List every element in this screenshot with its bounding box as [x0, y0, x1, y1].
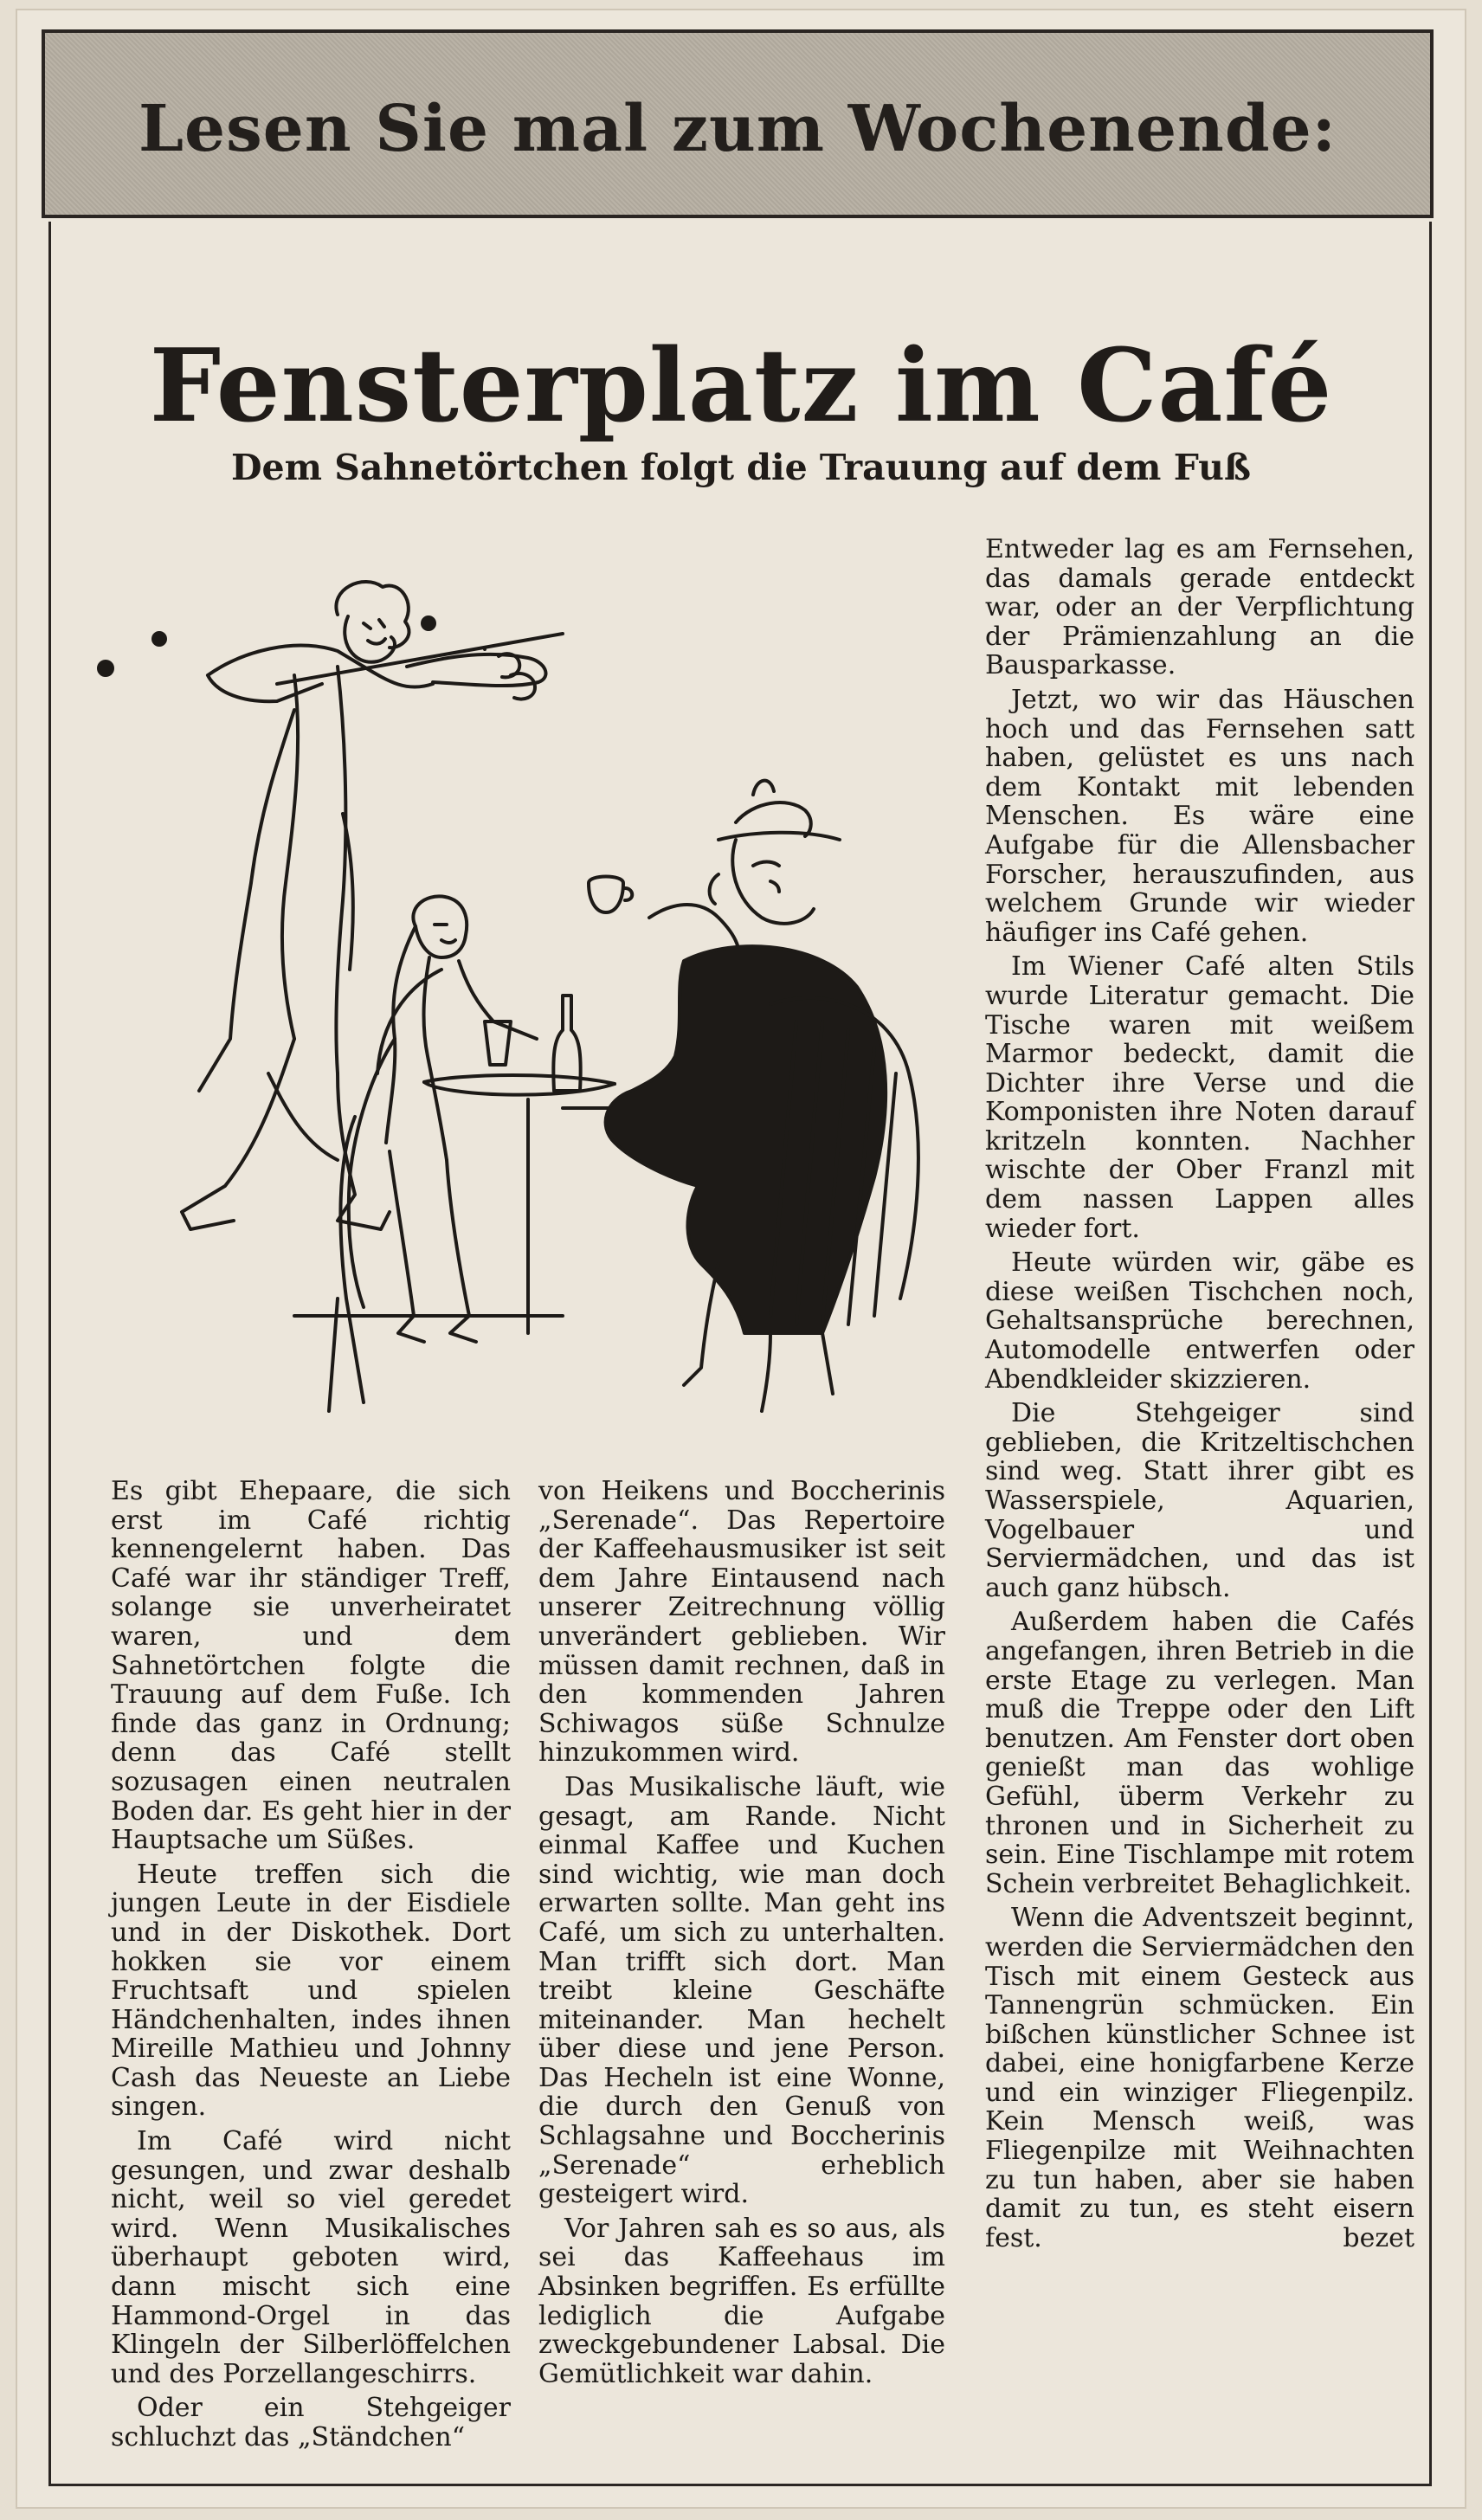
- paragraph: Vor Jahren sah es so aus, als sei das Kaffeehaus im Absinken begriffen. Es erfüllte lediglich die Aufgabe zweckgebundener Labsal. Die Gemütlichkeit war dahin.: [538, 2213, 945, 2389]
- paragraph-with-byline: [985, 1904, 1414, 2253]
- section-banner: [42, 29, 1434, 218]
- banner-title: Lesen Sie mal zum Wochenende:: [138, 92, 1337, 166]
- paragraph: Die Stehgeiger sind geblieben, die Kritzeltischchen sind weg. Statt ihrer gibt es Wasserspiele, Aquarien, Vogelbauer und Serviermädchen, und das ist auch ganz hübsch.: [985, 1398, 1414, 1603]
- article-column-3: [985, 535, 1414, 2258]
- article-column-1: [111, 1477, 511, 2458]
- paragraph: Oder ein Stehgeiger schluchzt das „Ständchen“: [111, 2393, 511, 2452]
- paragraph: von Heikens und Boccherinis „Serenade“. Das Repertoire der Kaffeehausmusiker ist seit dem Jahre Eintausend nach unserer Zeitrechnung völlig unverändert geblieben. Wir müssen damit rechnen, daß in den kommenden Jahren Schiwagos süße Schnulze hinzukommen wird.: [538, 1476, 945, 1769]
- music-dot: [99, 661, 113, 675]
- paragraph: Entweder lag es am Fernsehen, das damals gerade entdeckt war, oder an der Verpflichtung der Prämienzahlung an die Bausparkasse.: [985, 534, 1414, 681]
- paragraph: Jetzt, wo wir das Häuschen hoch und das Fernsehen satt haben, gelüstet es uns nach dem Kontakt mit lebenden Menschen. Es wäre eine Aufgabe für die Allensbacher Forscher, herauszufinden, aus welchem Grunde wir wieder häufiger ins Café gehen.: [985, 684, 1414, 948]
- paragraph: Im Café wird nicht gesungen, und zwar deshalb nicht, weil so viel geredet wird. Wenn Musikalisches überhaupt geboten wird, dann mischt sich eine Hammond-Orgel in das Klingeln der Silberlöffelchen und des Porzellangeschirrs.: [111, 2126, 511, 2389]
- paragraph: Heute würden wir, gäbe es diese weißen Tischchen noch, Gehaltsansprüche berechnen, Automodelle entwerfen oder Abendkleider skizzieren.: [985, 1247, 1414, 1395]
- article-headline: Fensterplatz im Café: [149, 326, 1333, 445]
- article-column-2: [538, 1477, 945, 2394]
- article-subheadline: Dem Sahnetörtchen folgt die Trauung auf dem Fuß: [230, 447, 1252, 488]
- paragraph: Im Wiener Café alten Stils wurde Literatur gemacht. Die Tische waren mit weißem Marmor bedeckt, damit die Dichter ihre Verse und die Komponisten ihre Noten darauf kritzeln konnten. Nachher wischte der Ober Franzl mit dem nassen Lappen alles wieder fort.: [985, 951, 1414, 1244]
- violinist-figure: [182, 582, 563, 1229]
- cafe-illustration: [78, 554, 961, 1428]
- paragraph-text: Wenn die Adventszeit beginnt, werden die Serviermädchen den Tisch mit einem Gesteck aus Tannengrün schmücken. Ein bißchen künstlicher Schnee ist dabei, eine honigfarbene Kerze und ein winziger Fliegenpilz. Kein Mensch weiß, was Fliegenpilze mit Weihnachten zu tun haben, aber sie haben damit zu tun, es steht eisern fest.: [985, 1903, 1414, 2253]
- paragraph: Es gibt Ehepaare, die sich erst im Café richtig kennengelernt haben. Das Café war ihr ständiger Treff, solange sie unverheiratet waren, und dem Sahnetörtchen folgte die Trauung auf dem Fuße. Ich finde das ganz in Ordnung; denn das Café stellt sozusagen einen neutralen Boden dar. Es geht hier in der Hauptsache um Süßes.: [111, 1476, 511, 1856]
- woman-figure: [294, 896, 563, 1411]
- man-figure: [606, 781, 918, 1411]
- author-byline: bezet: [1343, 2222, 1414, 2253]
- music-dot: [422, 617, 435, 629]
- paragraph: Heute treffen sich die jungen Leute in der Eisdiele und in der Diskothek. Dort hokken sie vor einem Fruchtsaft und spielen Händchenhalten, indes ihnen Mireille Mathieu und Johnny Cash das Neueste an Liebe singen.: [111, 1859, 511, 2123]
- music-dot: [153, 633, 165, 645]
- paragraph: Außerdem haben die Cafés angefangen, ihren Betrieb in die erste Etage zu verlegen. Man muß die Treppe oder den Lift benutzen. Am Fenster dort oben genießt man das wohlige Gefühl, überm Verkehr zu thronen und in Sicherheit zu sein. Eine Tischlampe mit rotem Schein verbreitet Behaglichkeit.: [985, 1607, 1414, 1899]
- paragraph: Das Musikalische läuft, wie gesagt, am Rande. Nicht einmal Kaffee und Kuchen sind wichtig, wie man doch erwarten sollte. Man geht ins Café, um sich zu unterhalten. Man trifft sich dort. Man treibt kleine Geschäfte miteinander. Man hechelt über diese und jene Person. Das Hecheln ist eine Wonne, die durch den Genuß von Schlagsahne und Boccherinis „Serenade“ erheblich gesteigert wird.: [538, 1771, 945, 2210]
